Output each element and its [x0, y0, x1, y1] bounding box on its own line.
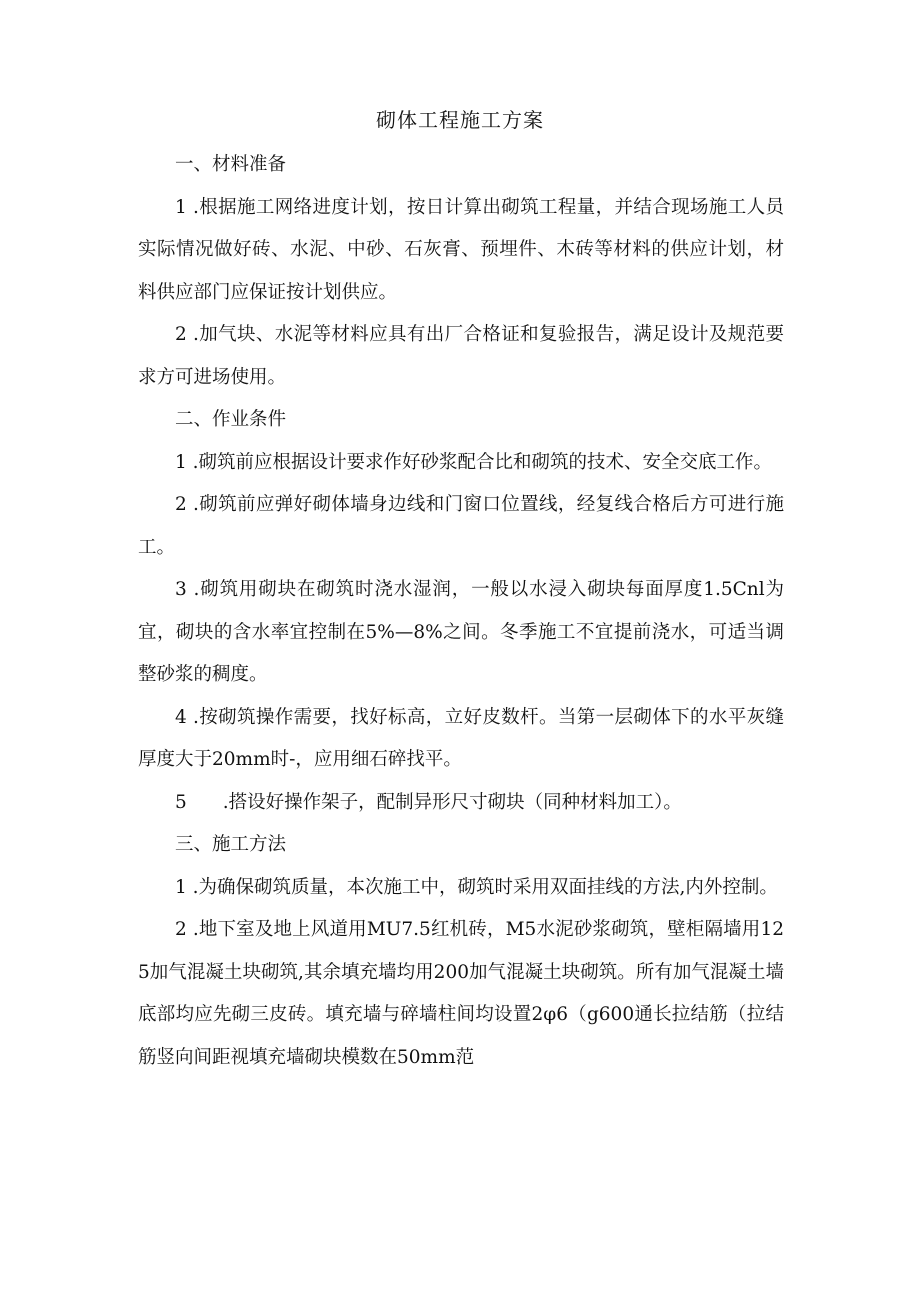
paragraph-methods-2: 2 .地下室及地上风道用MU7.5红机砖，M5水泥砂浆砌筑，壁柜隔墙用125加气混凝土块砌筑,其余填充墙均用200加气混凝土块砌筑。所有加气混凝土墙底部均应先砌三皮砖。填充墙与碎墙柱间均设置2φ6（g600通长拉结筋（拉结筋竖向间距视填充墙砌块模数在50mm范 [138, 919, 784, 1068]
item-number: 5 [175, 791, 187, 813]
document-body [138, 144, 784, 1079]
paragraph-conditions-5 [138, 782, 784, 825]
paragraph-conditions-1: 1 .砌筑前应根据设计要求作好砂浆配合比和砌筑的技术、安全交底工作。 [175, 451, 773, 473]
section-heading-materials: 一、材料准备 [175, 154, 287, 175]
section-heading-conditions: 二、作业条件 [175, 409, 287, 430]
section-heading-methods: 三、施工方法 [175, 834, 287, 855]
document-title: 砌体工程施工方案 [376, 108, 544, 132]
item-text: .搭设好操作架子，配制异形尺寸砌块（同种材料加工）。 [222, 791, 682, 813]
paragraph-materials-2: 2 .加气块、水泥等材料应具有出厂合格证和复验报告，满足设计及规范要求方可进场使用。 [138, 324, 784, 388]
paragraph-conditions-2: 2 .砌筑前应弹好砌体墙身边线和门窗口位置线，经复线合格后方可进行施工。 [138, 494, 784, 558]
paragraph-methods-1: 1 .为确保砌筑质量，本次施工中，砌筑时采用双面挂线的方法,内外控制。 [175, 876, 778, 898]
paragraph-conditions-4: 4 .按砌筑操作需要，找好标高，立好皮数杆。当第一层砌体下的水平灰缝厚度大于20mm时-，应用细石碎找平。 [138, 706, 784, 770]
paragraph-materials-1: 1 .根据施工网络进度计划，按日计算出砌筑工程量，并结合现场施工人员实际情况做好砖、水泥、中砂、石灰膏、预埋件、木砖等材料的供应计划，材料供应部门应保证按计划供应。 [138, 196, 784, 303]
paragraph-conditions-3: 3 .砌筑用砌块在砌筑时浇水湿润，一般以水浸入砌块每面厚度1.5Cnl为宜，砌块的含水率宜控制在5%—8%之间。冬季施工不宜提前浇水，可适当调整砂浆的稠度。 [138, 579, 784, 685]
